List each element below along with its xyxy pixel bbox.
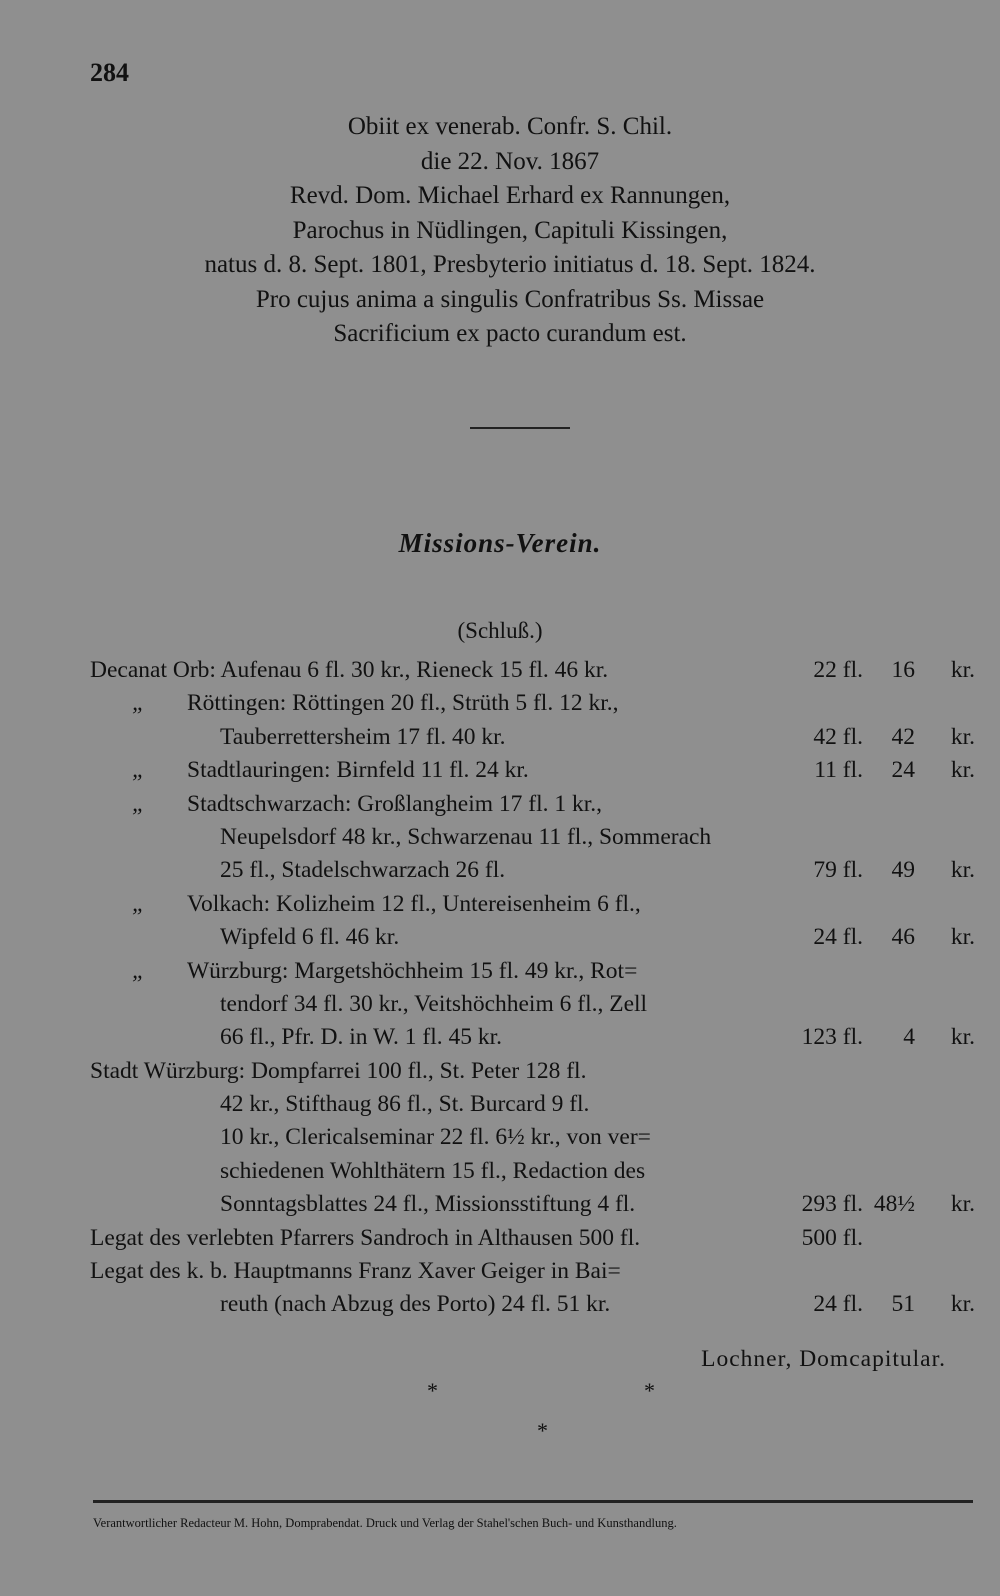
amount-gulden: 500 fl. (801, 1224, 863, 1251)
ditto-mark: „ (132, 790, 146, 817)
ledger-row (90, 754, 975, 787)
ledger-entry-text: Neupelsdorf 48 kr., Schwarzenau 11 fl., Sommerach (220, 823, 712, 850)
amount-gulden: 11 fl. (814, 757, 863, 784)
ledger-row (90, 721, 975, 754)
amount-gulden: 24 fl. (813, 1291, 863, 1318)
ledger-entry-text: tendorf 34 fl. 30 kr., Veitshöchheim 6 fl., Zell (220, 990, 648, 1017)
ledger-row (90, 1055, 975, 1088)
footer-rule (93, 1500, 973, 1503)
ditto-mark: „ (132, 757, 146, 784)
amount-gulden: 24 fl. (813, 924, 863, 951)
amount-kreuzer: 48½ (873, 1191, 915, 1218)
ledger-entry-text: 25 fl., Stadelschwarzach 26 fl. (220, 857, 506, 884)
donation-ledger (90, 654, 975, 1322)
amount-gulden: 79 fl. (813, 857, 863, 884)
ledger-entry-text: Sonntagsblattes 24 fl., Missionsstiftung 4 fl. (220, 1191, 636, 1218)
star: * (427, 1378, 438, 1403)
ledger-entry-text: Wipfeld 6 fl. 46 kr. (220, 924, 400, 951)
ledger-entry-text: 10 kr., Clericalseminar 22 fl. 6½ kr., von ver= (220, 1124, 651, 1151)
ledger-row (90, 1021, 975, 1054)
obit-line: die 22. Nov. 1867 (420, 147, 600, 175)
star: * (644, 1378, 655, 1403)
ledger-row (90, 654, 975, 687)
amount-unit: kr. (950, 1024, 975, 1051)
ditto-mark: „ (132, 957, 146, 984)
ledger-row (90, 821, 975, 854)
ledger-entry-text: 42 kr., Stifthaug 86 fl., St. Burcard 9 fl. (220, 1091, 590, 1118)
amount-unit: kr. (950, 1291, 975, 1318)
amount-gulden: 22 fl. (813, 657, 863, 683)
ledger-entry-text: Volkach: Kolizheim 12 fl., Untereisenheim 6 fl., (187, 890, 641, 917)
ledger-row (90, 1188, 975, 1221)
section-subheading: (Schluß.) (457, 618, 543, 643)
obit-line: Pro cujus anima a singulis Confratribus Ss. Missae (255, 285, 765, 313)
ledger-row (90, 1121, 975, 1154)
amount-kreuzer: 51 (891, 1291, 915, 1318)
ditto-mark: „ (132, 690, 146, 717)
ledger-row (90, 687, 975, 720)
obit-line: natus d. 8. Sept. 1801, Presbyterio initiatus d. 18. Sept. 1824. (204, 251, 816, 278)
imprint-footer: Verantwortlicher Redacteur M. Hohn, Domprabendat. Druck und Verlag der Stahel'schen Buch- und Kunsthandlung. (93, 1516, 677, 1530)
ledger-row (90, 888, 975, 921)
ledger-entry-text: Legat des verlebten Pfarrers Sandroch in Althausen 500 fl. (90, 1224, 641, 1251)
ledger-entry-text: Stadtschwarzach: Großlangheim 17 fl. 1 kr., (187, 790, 603, 817)
ledger-row (90, 788, 975, 821)
amount-kreuzer: 49 (891, 857, 915, 884)
amount-kreuzer: 24 (891, 757, 915, 784)
section-divider (470, 427, 570, 429)
ledger-row (90, 921, 975, 954)
ledger-row (90, 1155, 975, 1188)
amount-kreuzer: 4 (903, 1024, 915, 1051)
ledger-row (90, 1222, 975, 1255)
page-number: 284 (90, 58, 129, 87)
signature: Lochner, Domcapitular. (701, 1346, 946, 1372)
obituary-notice (130, 110, 890, 352)
ledger-entry-text: Röttingen: Röttingen 20 fl., Strüth 5 fl. 12 kr., (187, 690, 619, 717)
amount-unit: kr. (950, 723, 975, 750)
amount-kreuzer: 16 (891, 657, 915, 683)
obit-line: Revd. Dom. Michael Erhard ex Rannungen, (289, 182, 731, 209)
amount-unit: kr. (950, 657, 975, 683)
ledger-row (90, 1088, 975, 1121)
ledger-entry-text: schiedenen Wohlthätern 15 fl., Redaction des (220, 1157, 646, 1184)
ledger-entry-text: Stadtlauringen: Birnfeld 11 fl. 24 kr. (187, 757, 529, 784)
ledger-entry-text: Legat des k. b. Hauptmanns Franz Xaver Geiger in Bai= (90, 1258, 621, 1285)
ledger-row (90, 955, 975, 988)
amount-gulden: 123 fl. (801, 1024, 863, 1051)
amount-gulden: 293 fl. (801, 1191, 863, 1218)
ledger-entry-text: 66 fl., Pfr. D. in W. 1 fl. 45 kr. (220, 1024, 503, 1051)
ledger-entry-text: reuth (nach Abzug des Porto) 24 fl. 51 kr. (220, 1291, 611, 1318)
amount-unit: kr. (950, 857, 975, 884)
star: * (537, 1418, 548, 1443)
ledger-entry-text: Würzburg: Margetshöchheim 15 fl. 49 kr., Rot= (187, 957, 638, 984)
amount-unit: kr. (950, 924, 975, 951)
amount-unit: kr. (950, 757, 975, 784)
obit-line: Sacrificium ex pacto curandum est. (333, 320, 687, 347)
ledger-row (90, 1288, 975, 1321)
amount-kreuzer: 42 (891, 723, 915, 750)
ditto-mark: „ (132, 890, 146, 917)
ledger-entry-text: Tauberrettersheim 17 fl. 40 kr. (220, 723, 506, 750)
amount-unit: kr. (950, 1191, 975, 1218)
ledger-row (90, 1255, 975, 1288)
amount-gulden: 42 fl. (813, 723, 863, 750)
ledger-row (90, 854, 975, 887)
amount-kreuzer: 46 (891, 924, 915, 951)
ledger-entry-text: Stadt Würzburg: Dompfarrei 100 fl., St. Peter 128 fl. (90, 1057, 587, 1084)
ledger-entry-text: Decanat Orb: Aufenau 6 fl. 30 kr., Rieneck 15 fl. 46 kr. (90, 657, 609, 683)
obit-line: Parochus in Nüdlingen, Capituli Kissingen, (292, 216, 728, 244)
ledger-row (90, 988, 975, 1021)
section-heading: Missions-Verein. (398, 528, 602, 558)
obit-line: Obiit ex venerab. Confr. S. Chil. (347, 113, 673, 140)
